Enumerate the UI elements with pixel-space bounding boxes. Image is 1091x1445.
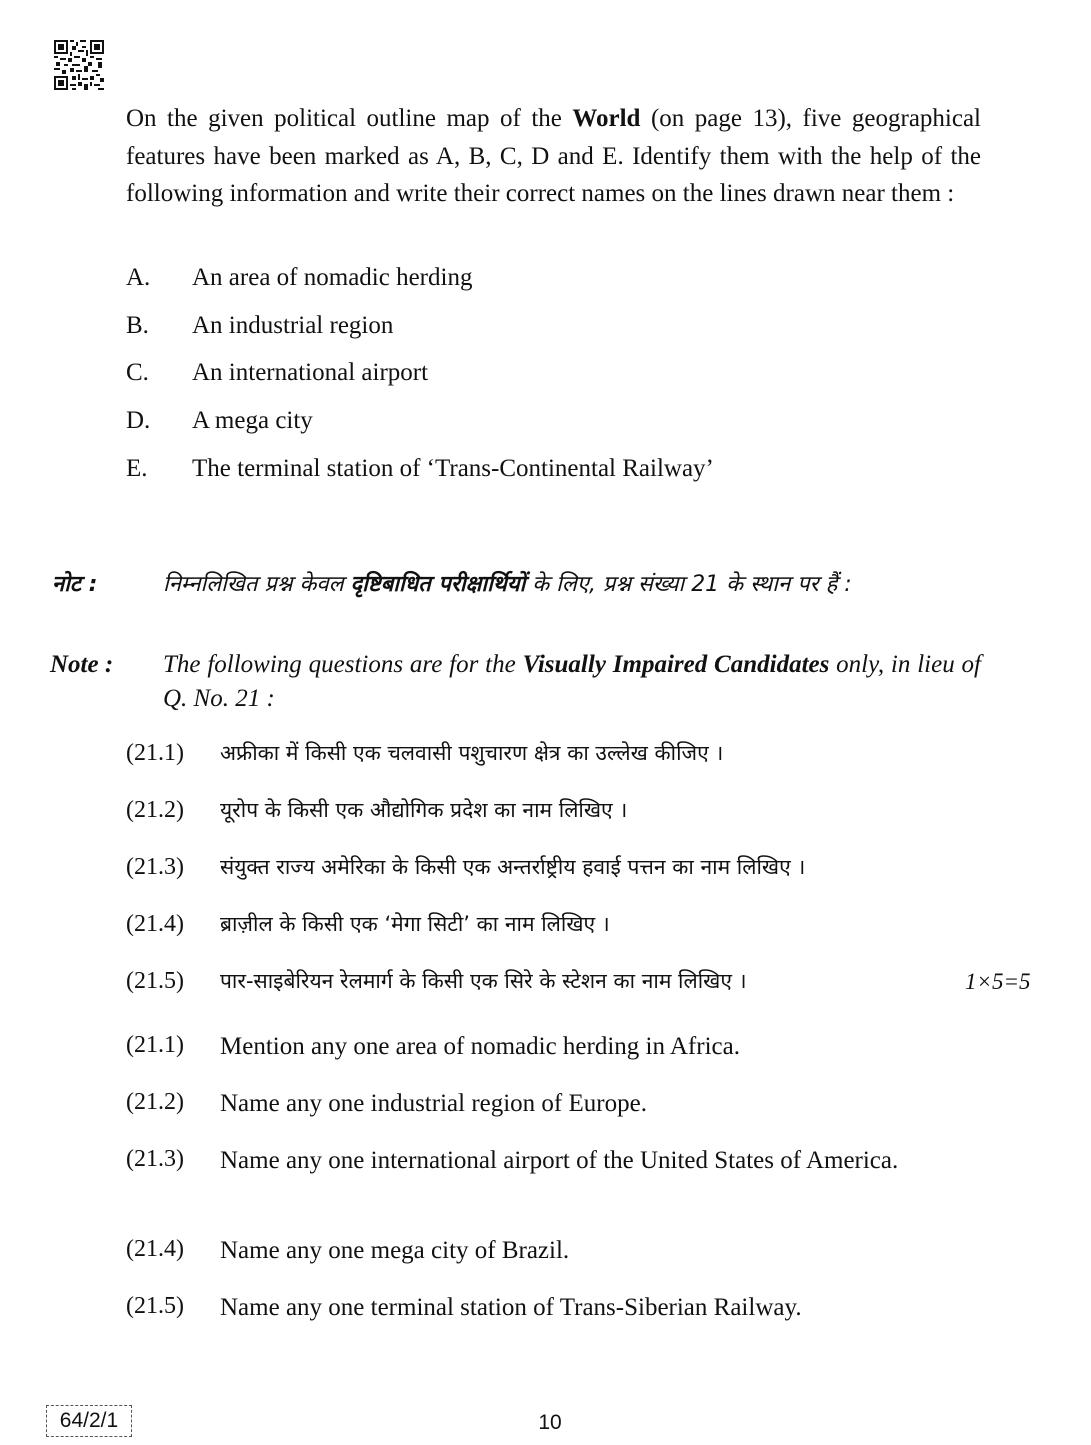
note-hindi-text [163,566,983,604]
question-text: अफ्रीका में किसी एक चलवासी पशुचारण क्षेत्र का उल्लेख कीजिए । [220,741,724,765]
question-number: (21.1) [126,1032,184,1058]
qr-code-icon [54,40,104,90]
question-text: Mention any one area of nomadic herding in Africa. [220,1033,740,1060]
question-number: (21.3) [126,854,184,880]
item-text: An area of nomadic herding [192,264,473,291]
note-hindi-bold: दृष्टिबाधित परीक्षार्थियों [350,572,526,597]
note-english-bold: Visually Impaired Candidates [522,651,830,678]
item-label: C. [126,359,149,386]
intro-text-before: On the given political outline map of the [126,105,573,132]
question-number: (21.2) [126,797,184,823]
question-number: (21.4) [126,1236,184,1262]
item-label: A. [126,264,151,291]
note-english-text-after: only, in lieu of Q. No. 21 : [163,651,981,712]
marks-allocation: 1×5=5 [965,969,1031,994]
question-number: (21.1) [126,740,184,766]
note-english-text [163,648,981,716]
question-number: (21.4) [126,911,184,937]
item-text: An industrial region [192,312,394,339]
question-text: यूरोप के किसी एक औद्योगिक प्रदेश का नाम लिखिए । [220,798,628,822]
note-english-text-before: The following questions are for the [163,651,523,678]
item-text: A mega city [192,407,313,434]
note-hindi-text-after: के लिए, प्रश्न संख्या 21 के स्थान पर हैं : [525,572,852,597]
paper-code: 64/2/1 [46,1405,132,1437]
intro-bold-world: World [572,105,641,132]
question-text: पार-साइबेरियन रेलमार्ग के किसी एक सिरे के स्टेशन का नाम लिखिए । [220,969,747,993]
question-text: Name any one mega city of Brazil. [220,1237,570,1264]
question-text: Name any one industrial region of Europe. [220,1090,647,1117]
question-number: (21.5) [126,968,184,994]
item-label: D. [126,407,151,434]
item-text: The terminal station of ‘Trans-Continental Railway’ [192,455,714,482]
item-text: An international airport [192,359,429,386]
item-label: E. [126,455,148,482]
page-number: 10 [538,1411,562,1434]
question-text: ब्राज़ील के किसी एक ‘मेगा सिटी’ का नाम लिखिए । [220,912,610,936]
question-number: (21.3) [126,1146,184,1172]
question-text: Name any one terminal station of Trans-Siberian Railway. [220,1294,802,1321]
question-text: Name any one international airport of the United States of America. [220,1147,899,1174]
intro-text-after: (on page 13), five geographical features have been marked as A, B, C, D and E. Identify them with the help of the following information and write their correct names on the lines drawn near them : [126,105,981,207]
question-text: संयुक्त राज्य अमेरिका के किसी एक अन्तर्राष्ट्रीय हवाई पत्तन का नाम लिखिए । [220,855,806,879]
intro-paragraph [126,100,981,213]
question-number: (21.5) [126,1293,184,1319]
question-number: (21.2) [126,1089,184,1115]
item-label: B. [126,312,149,339]
note-english-label: Note : [50,651,114,678]
note-hindi-text-before: निम्नलिखित प्रश्न केवल [163,572,351,597]
note-hindi-label: नोट : [52,572,98,597]
